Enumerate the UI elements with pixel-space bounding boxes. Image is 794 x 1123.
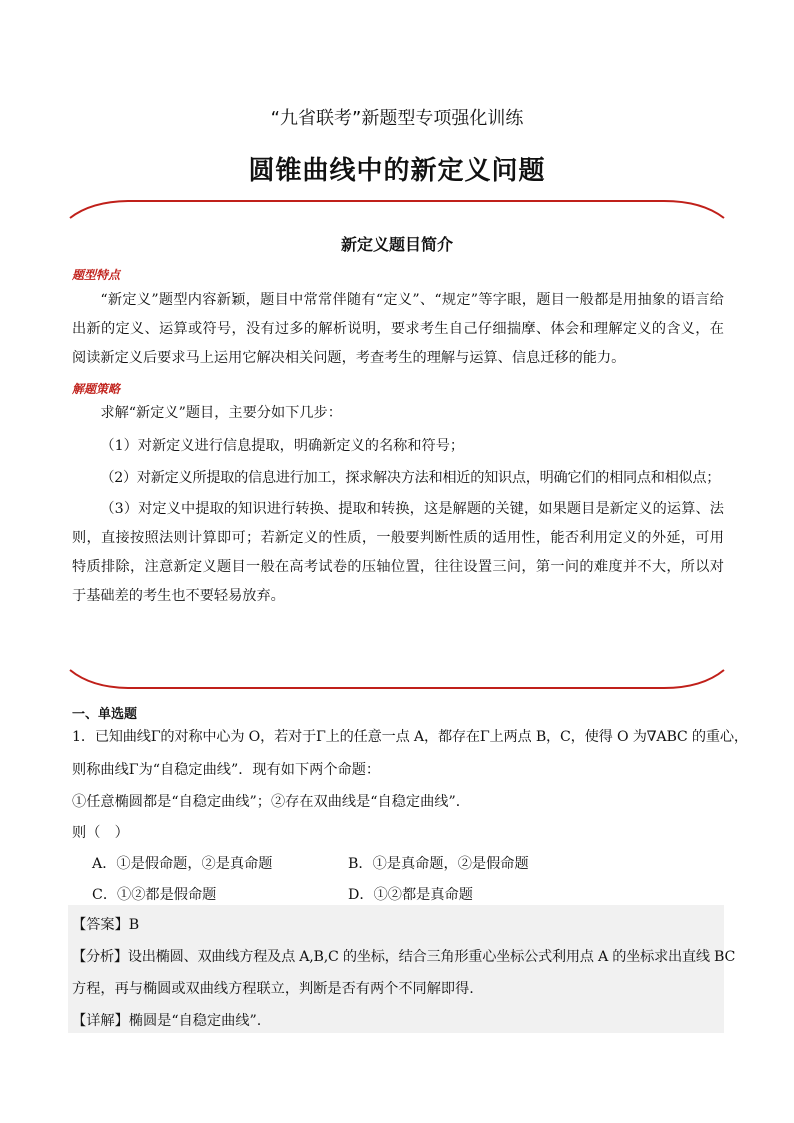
detail-label: 【详解】 [72, 1013, 129, 1029]
section-heading: 一、单选题 [72, 707, 138, 722]
feature-paragraph: “新定义”题型内容新颖，题目中常常伴随有“定义”、“规定”等字眼，题目一般都是用抽象的语言给出新的定义、运算或符号，没有过多的解析说明，要求考生自己仔细揣摩、体会和理解定义的含义，在阅读新定义后要求马上运用它解决相关问题，考查考生的理解与运算、信息迁移的能力。 [72, 292, 724, 366]
intro-frame-top-curve [70, 201, 724, 218]
option-a[interactable]: A．①是假命题，②是真命题 [92, 856, 273, 872]
option-d[interactable]: D．①②都是真命题 [348, 887, 473, 903]
strategy-lead: 求解“新定义”题目，主要分如下几步： [100, 405, 342, 421]
analysis-row [72, 946, 735, 966]
detail-row [72, 1010, 261, 1030]
detail-text: 椭圆是“自稳定曲线”. [128, 1013, 262, 1029]
analysis-line-2: 方程，再与椭圆或双曲线方程联立，判断是否有两个不同解即得. [72, 981, 474, 997]
strategy-step-2: （2）对新定义所提取的信息进行加工，探求解决方法和相近的知识点，明确它们的相同点和相似点； [100, 470, 721, 486]
feature-tag: 题型特点 [72, 268, 121, 282]
option-c[interactable]: C．①②都是假命题 [92, 887, 217, 903]
question-line-2: 则称曲线Γ为“自稳定曲线”．现有如下两个命题： [72, 762, 381, 778]
question-line-3: ①任意椭圆都是“自稳定曲线”；②存在双曲线是“自稳定曲线”． [72, 794, 470, 810]
document-title: 圆锥曲线中的新定义问题 [248, 156, 546, 186]
analysis-text-1: 设出椭圆、双曲线方程及点 A,B,C 的坐标，结合三角形重心坐标公式利用点 A 的坐标求出直线 BC [127, 949, 736, 965]
intro-frame-bottom-curve [70, 670, 724, 688]
answer-label: 【答案】 [72, 917, 129, 933]
strategy-tag: 解题策略 [72, 382, 121, 396]
strategy-step-1: （1）对新定义进行信息提取，明确新定义的名称和符号； [100, 438, 465, 454]
question-line-1: 1．已知曲线Γ的对称中心为 O，若对于Γ上的任意一点 A，都存在Γ上两点 B，C，使得 O 为∇ABC 的重心， [72, 729, 748, 745]
document-subtitle: “九省联考”新题型专项强化训练 [270, 108, 524, 129]
strategy-step-3: （3）对定义中提取的知识进行转换、提取和转换，这是解题的关键，如果题目是新定义的运算、法则，直接按照法则计算即可；若新定义的性质，一般要判断性质的适用性，能否利用定义的外延，可用特质排除，注意新定义题目一般在高考试卷的压轴位置，往往设置三问，第一问的难度并不大，所以对于基础差的考生也不要轻易放弃。 [72, 501, 724, 604]
intro-heading: 新定义题目简介 [340, 235, 453, 254]
answer-row [72, 914, 139, 934]
option-b[interactable]: B．①是真命题，②是假命题 [348, 856, 529, 872]
analysis-label: 【分析】 [72, 949, 128, 965]
answer-value: B [128, 917, 140, 933]
question-line-4: 则（ ） [72, 825, 129, 841]
